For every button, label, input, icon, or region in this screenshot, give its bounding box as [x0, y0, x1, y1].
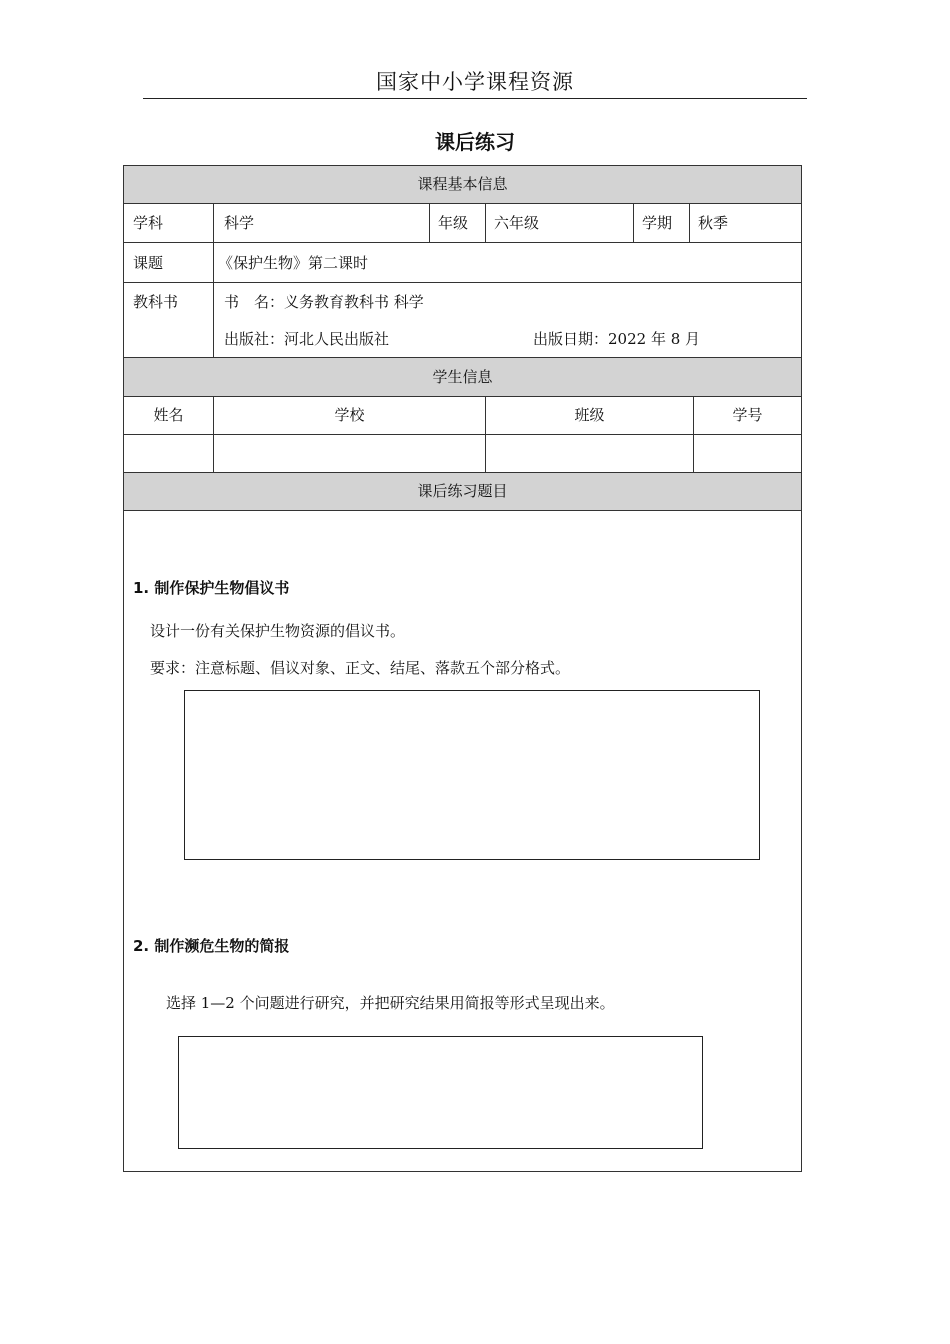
topic-label: 课题	[133, 254, 164, 272]
exercise-1-requirement: 要求：注意标题、倡议对象、正文、结尾、落款五个部分格式。	[150, 659, 571, 677]
exercise-2-title: 2. 制作濒危生物的简报	[133, 937, 290, 955]
table-rule	[123, 203, 802, 204]
topic-value: 《保护生物》第二课时	[218, 254, 369, 272]
textbook-name: 书 名：义务教育教科书 科学	[224, 293, 424, 311]
table-rule	[123, 282, 802, 283]
student-info-heading: 学生信息	[432, 368, 493, 386]
table-rule	[123, 434, 802, 435]
table-rule	[429, 203, 430, 242]
table-rule	[123, 357, 802, 358]
student-name-header: 姓名	[153, 406, 184, 424]
subject-value: 科学	[224, 214, 255, 232]
table-rule	[213, 203, 214, 357]
exercise-1-answer-box[interactable]	[184, 690, 760, 860]
exercise-2-instruction: 选择 1—2 个问题进行研究，并把研究结果用简报等形式呈现出来。	[166, 994, 615, 1012]
exercise-heading: 课后练习题目	[417, 482, 508, 500]
exercise-1-title: 1. 制作保护生物倡议书	[133, 579, 290, 597]
table-rule	[123, 510, 802, 511]
grade-value: 六年级	[494, 214, 540, 232]
textbook-label: 教科书	[133, 293, 179, 311]
textbook-publisher: 出版社：河北人民出版社	[224, 330, 390, 348]
header-title: 国家中小学课程资源	[376, 70, 574, 94]
student-school-header: 学校	[334, 406, 365, 424]
header-rule	[143, 98, 807, 99]
table-rule	[123, 396, 802, 397]
subject-label: 学科	[133, 214, 164, 232]
exercise-2-answer-box[interactable]	[178, 1036, 703, 1149]
term-value: 秋季	[698, 214, 729, 232]
term-label: 学期	[642, 214, 673, 232]
exercise-1-instruction: 设计一份有关保护生物资源的倡议书。	[150, 622, 406, 640]
table-rule	[123, 242, 802, 243]
textbook-pub-date: 出版日期：2022 年 8 月	[533, 330, 701, 348]
grade-label: 年级	[438, 214, 469, 232]
table-rule	[633, 203, 634, 242]
student-id-header: 学号	[732, 406, 763, 424]
document-title: 课后练习	[435, 130, 515, 154]
student-class-header: 班级	[574, 406, 605, 424]
table-rule	[485, 203, 486, 242]
table-rule	[689, 203, 690, 242]
table-rule	[123, 472, 802, 473]
course-info-heading: 课程基本信息	[417, 175, 508, 193]
